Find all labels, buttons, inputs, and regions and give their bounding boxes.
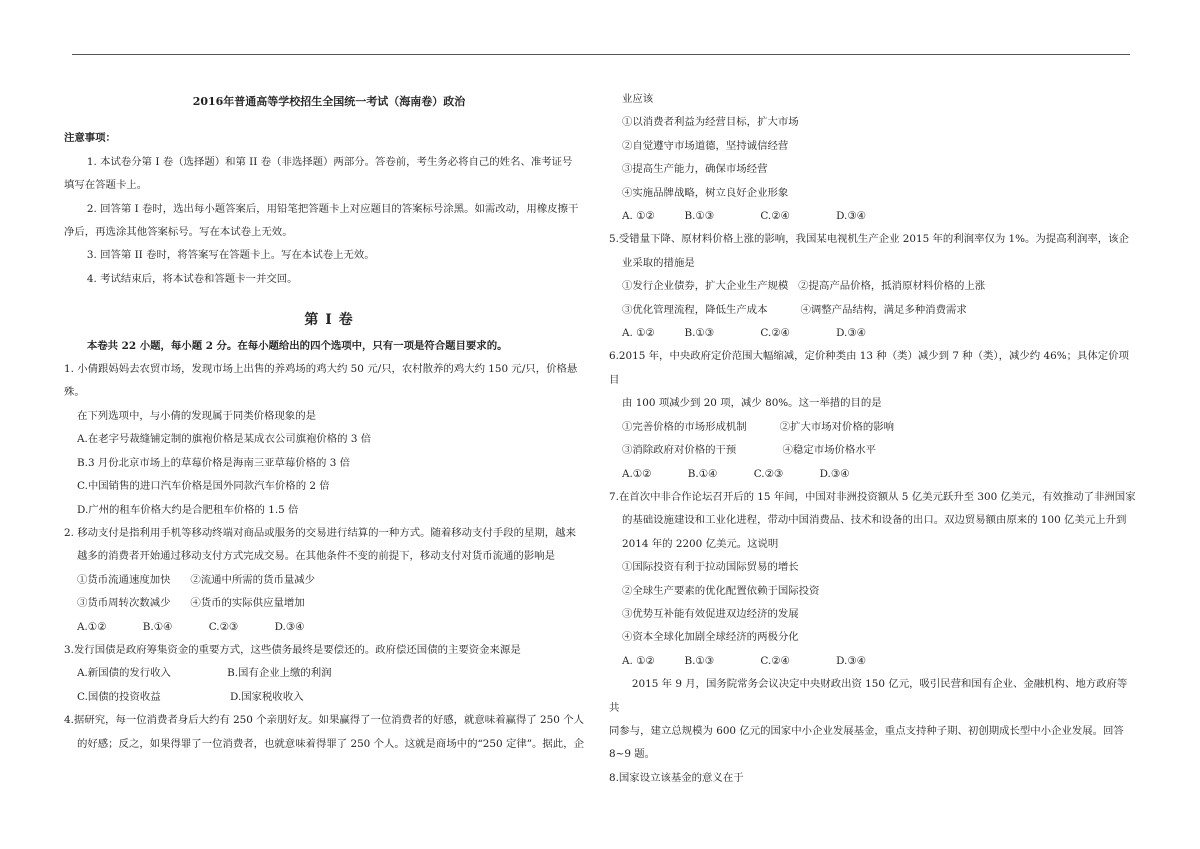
question-2-stem: 越多的消费者开始通过移动支付方式完成交易。在其他条件不变的前提下，移动支付对货币流通的影响是 [77, 550, 555, 563]
question-2-answer: C.②③ [208, 620, 239, 633]
question-2-answer: A.①② [77, 620, 107, 633]
question-7-item: ④资本全球化加剧全球经济的两极分化 [622, 631, 799, 644]
question-4-item: ④实施品牌战略，树立良好企业形象 [622, 186, 789, 199]
question-4-item: ①以消费者利益为经营目标，扩大市场 [622, 116, 799, 129]
question-4-answer: C.②④ [760, 210, 790, 223]
material-paragraph: 2015 年 9 月，国务院常务会议决定中央财政出资 150 亿元，吸引民营和国有企业、金融机构、地方政府等共 [609, 678, 1128, 714]
note-line: 4. 考试结束后，将本试卷和答题卡一并交回。 [86, 272, 298, 285]
question-7-answer: A. ①② [622, 654, 655, 667]
question-7-answer: C.②④ [760, 654, 790, 667]
question-6-stem: 由 100 项减少到 20 项，减少 80%。这一举措的目的是 [622, 397, 882, 410]
question-2-answer: B.①④ [142, 620, 173, 633]
question-1-option: D.广州的租车价格大约是合肥租车价格的 1.5 倍 [77, 503, 299, 516]
question-4-answer: A. ①② [622, 210, 655, 223]
question-2-stem: 2. 移动支付是指利用手机等移动终端对商品或服务的交易进行结算的一种方式。随着移动支付手段的星期，越来 [64, 526, 576, 539]
question-6-item: ④稳定市场价格水平 [782, 444, 877, 457]
question-5-stem: 业采取的措施是 [622, 256, 695, 269]
note-line: 填写在答题卡上。 [64, 179, 148, 192]
right-column [609, 60, 1137, 790]
question-3-options [64, 662, 594, 685]
question-5-items [609, 299, 1137, 322]
question-7-item: ③优势互补能有效促进双边经济的发展 [622, 607, 799, 620]
question-2-item: ①货币流通速度加快 [77, 573, 171, 586]
question-7-stem: 2014 年的 2200 亿美元。这说明 [622, 537, 779, 550]
question-6-item: ①完善价格的市场形成机制 [622, 420, 747, 433]
note-line: 1. 本试卷分第 I 卷（选择题）和第 II 卷（非选择题）两部分。答卷前，考生务必将自己的姓名、准考证号 [86, 155, 573, 168]
question-7-answers [609, 650, 1137, 673]
question-5-answer: C.②④ [760, 327, 790, 340]
question-7-stem: 7.在首次中非合作论坛召开后的 15 年间，中国对非洲投资额从 5 亿美元跃升至 300 亿美元，有效推动了非洲国家 [609, 490, 1136, 503]
question-3-stem: 3.发行国债是政府筹集资金的重要方式，这些债务最终是要偿还的。政府偿还国债的主要资金来源是 [64, 643, 521, 656]
question-1-stem: 在下列选项中，与小倩的发现属于同类价格现象的是 [77, 409, 316, 422]
question-4-stem: 的好感；反之，如果得罪了一位消费者，也就意味着得罪了 250 个人。这就是商场中的“250 定律”。据此，企 [77, 737, 584, 750]
question-6-answer: A.①② [622, 467, 652, 480]
question-5-answer: D.③④ [836, 327, 866, 340]
question-7-item: ①国际投资有利于拉动国际贸易的增长 [622, 561, 799, 574]
question-2-item: ②流通中所需的货币量减少 [190, 573, 316, 586]
question-5-answer: B.①③ [684, 327, 715, 340]
question-6-answers [609, 463, 1137, 486]
question-3-option: D.国家税收收入 [230, 690, 304, 703]
question-2-item: ③货币周转次数减少 [77, 597, 171, 610]
question-8-stem: 8.国家设立该基金的意义在于 [609, 771, 744, 784]
note-line: 净后，再选涂其他答案标号。写在本试卷上无效。 [64, 226, 293, 239]
header-rule [72, 54, 1130, 55]
question-7-answer: D.③④ [836, 654, 866, 667]
question-1-option: C.中国销售的进口汽车价格是国外同款汽车价格的 2 倍 [77, 480, 330, 493]
question-7-stem: 的基础设施建设和工业化进程，带动中国消费品、技术和设备的出口。双边贸易额由原来的 100 亿美元上升到 [622, 514, 1127, 527]
question-5-item: ①发行企业债券，扩大企业生产规模 [622, 280, 789, 293]
question-1-stem: 1. 小倩跟妈妈去农贸市场，发现市场上出售的养鸡场的鸡大约 50 元/只，农村散养的鸡大约 150 元/只，价格悬殊。 [64, 363, 578, 399]
question-5-items [609, 275, 1137, 298]
question-6-item: ③消除政府对价格的干预 [622, 444, 737, 457]
question-6-answer: B.①④ [687, 467, 718, 480]
question-7-item: ②全球生产要素的优化配置依赖于国际投资 [622, 584, 820, 597]
question-6-answer: C.②③ [753, 467, 784, 480]
question-4-answers [609, 205, 1137, 228]
question-7-answer: B.①③ [684, 654, 715, 667]
question-2-items [64, 569, 594, 592]
section-title: 第 I 卷 [304, 312, 354, 329]
question-2-items [64, 592, 594, 615]
question-3-options [64, 686, 594, 709]
question-6-item: ②扩大市场对价格的影响 [779, 420, 895, 433]
material-paragraph: 同参与，建立总规模为 600 亿元的国家中小企业发展基金，重点支持种子期、初创期成长型中小企业发展。回答 [609, 724, 1124, 737]
question-4-item: ②自觉遵守市场道德，坚持诚信经营 [622, 139, 789, 152]
question-4-item: ③提高生产能力，确保市场经营 [622, 163, 768, 176]
question-5-answers [609, 322, 1137, 345]
question-6-answer: D.③④ [819, 467, 850, 480]
question-2-answers [64, 616, 594, 639]
material-paragraph: 8~9 题。 [609, 748, 656, 761]
question-2-item: ④货币的实际供应量增加 [190, 597, 305, 610]
question-4-stem: 4.据研究，每一位消费者身后大约有 250 个亲朋好友。如果赢得了一位消费者的好感，就意味着赢得了 250 个人 [64, 714, 584, 727]
question-1-option: A.在老字号裁缝铺定制的旗袍价格是某成衣公司旗袍价格的 3 倍 [77, 433, 372, 446]
question-6-stem: 6.2015 年，中央政府定价范围大幅缩减，定价种类由 13 种（类）减少到 7 种（类），减少约 46%；具体定价项目 [609, 350, 1129, 386]
note-line: 2. 回答第 I 卷时，选出每小题答案后，用铅笔把答题卡上对应题目的答案标号涂黑。如需改动，用橡皮擦干 [86, 202, 579, 215]
note-line: 3. 回答第 II 卷时，将答案写在答题卡上。写在本试卷上无效。 [86, 249, 375, 262]
question-5-item: ④调整产品结构，满足多种消费需求 [800, 303, 967, 316]
section-instruction: 本卷共 22 小题，每小题 2 分。在每小题给出的四个选项中，只有一项是符合题目要求的。 [86, 339, 508, 352]
question-2-answer: D.③④ [274, 620, 305, 633]
left-column [64, 60, 594, 756]
question-4-answer: B.①③ [684, 210, 715, 223]
question-4-stem: 业应该 [622, 93, 654, 105]
question-3-option: C.国债的投资收益 [77, 690, 161, 703]
question-5-item: ②提高产品价格，抵消原材料价格的上涨 [798, 280, 986, 293]
question-6-items [609, 439, 1137, 462]
question-5-item: ③优化管理流程，降低生产成本 [622, 303, 768, 316]
question-5-answer: A. ①② [622, 327, 655, 340]
question-6-items [609, 416, 1137, 439]
notes-heading: 注意事项： [64, 132, 116, 145]
question-4-answer: D.③④ [836, 210, 866, 223]
question-5-stem: 5.受错量下降、原材料价格上涨的影响，我国某电视机生产企业 2015 年的利润率仅为 1%。为提高利润率，该企 [609, 233, 1129, 246]
question-3-option: B.国有企业上缴的利润 [227, 667, 332, 680]
question-1-option: B.3 月份北京市场上的草莓价格是海南三亚草莓价格的 3 倍 [77, 456, 351, 469]
exam-title: 2016年普通高等学校招生全国统一考试（海南卷）政治 [192, 95, 466, 108]
question-3-option: A.新国债的发行收入 [77, 667, 171, 680]
